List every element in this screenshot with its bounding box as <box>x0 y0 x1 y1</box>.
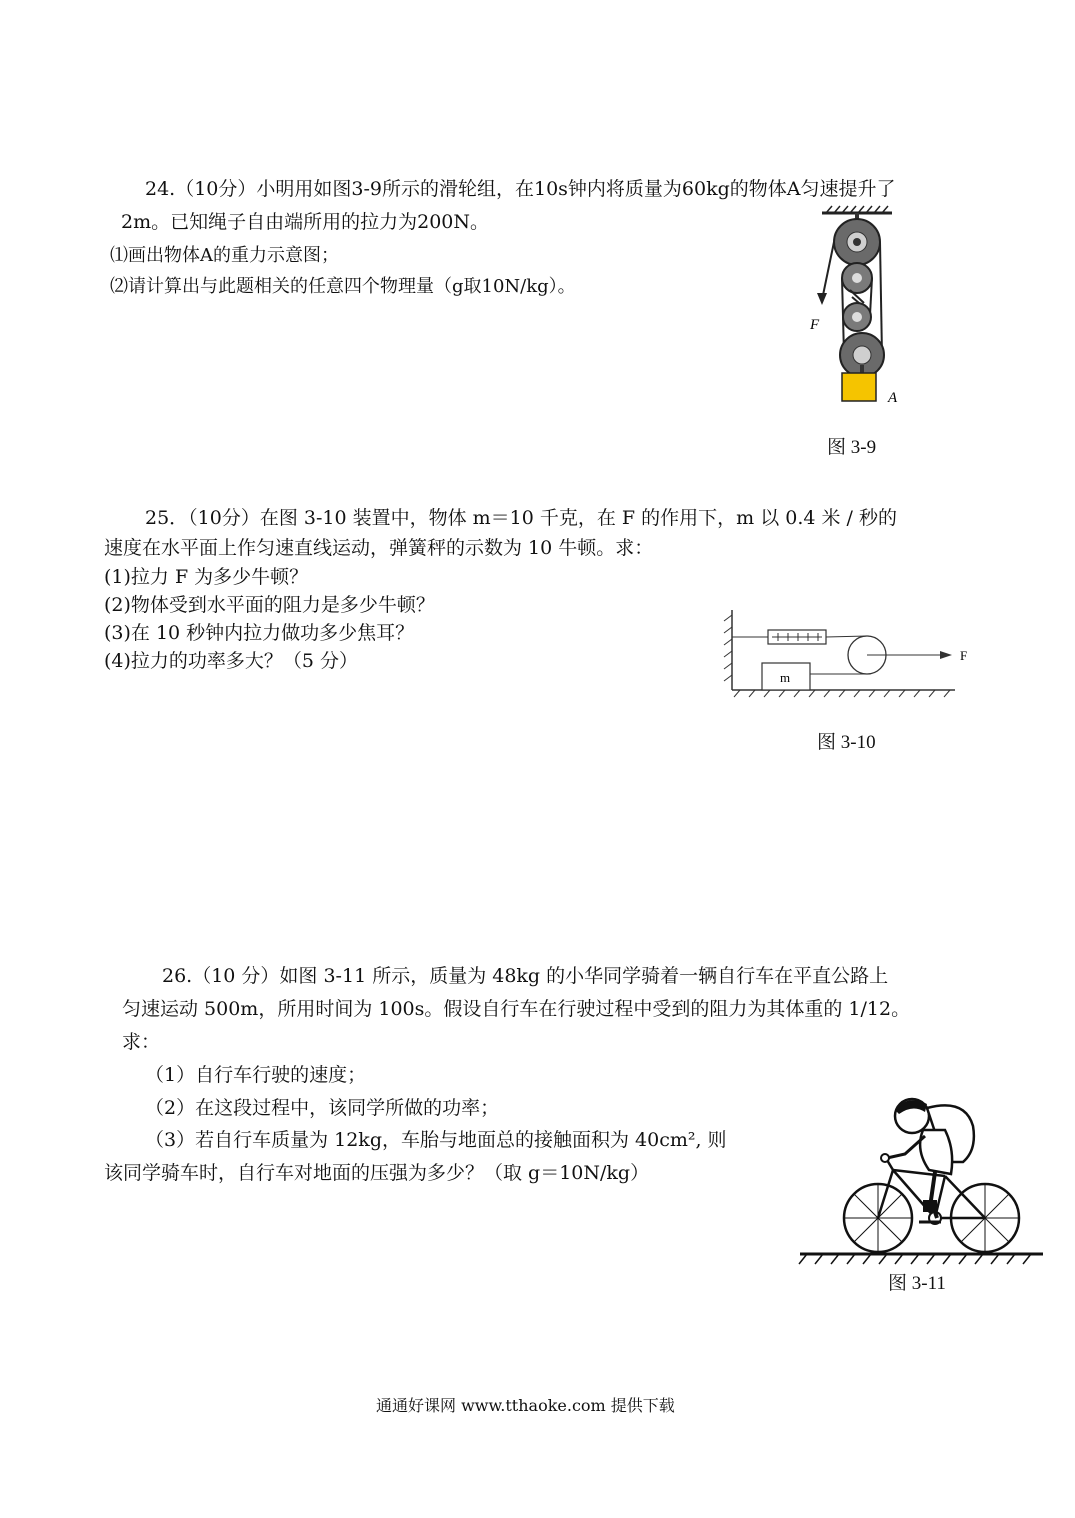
page-footer: 通通好课网 www.tthaoke.com 提供下载 <box>376 1396 675 1415</box>
q24-line2: 2m。已知绳子自由端所用的拉力为200N。 <box>121 211 489 233</box>
q26-item2: （2）在这段过程中，该同学所做的功率； <box>145 1097 500 1119</box>
q26-line2: 匀速运动 500m，所用时间为 100s。假设自行车在行驶过程中受到的阻力为其体重的 1/12。 <box>122 998 911 1020</box>
figure-caption-3-11: 图 3-11 <box>888 1273 946 1294</box>
spring-scale-figure <box>710 605 980 705</box>
q25-line1: 25．（10分）在图 3-10 装置中，物体 m＝10 千克，在 F 的作用下，m 以 0.4 米 / 秒的 <box>145 507 897 529</box>
q25-item2: (2)物体受到水平面的阻力是多少牛顿？ <box>104 594 435 616</box>
figure-caption-3-10: 图 3-10 <box>817 732 876 753</box>
q24-line1: 24.（10分）小明用如图3-9所示的滑轮组，在10s钟内将质量为60kg的物体A匀速提升了 <box>145 178 896 200</box>
block-a <box>842 373 876 401</box>
pulley-system-figure <box>800 205 920 415</box>
q26-item3: （3）若自行车质量为 12kg，车胎与地面总的接触面积为 40cm², 则 <box>145 1129 727 1151</box>
bicycle-rider-figure <box>795 1090 1050 1270</box>
figure-caption-3-9: 图 3-9 <box>827 437 877 458</box>
q25-line2: 速度在水平面上作匀速直线运动，弹簧秤的示数为 10 牛顿。求： <box>104 537 654 559</box>
q26-line1: 26.（10 分）如图 3-11 所示，质量为 48kg 的小华同学骑着一辆自行车在平直公路上 <box>162 965 889 987</box>
q24-item1: ⑴画出物体A的重力示意图； <box>110 245 339 266</box>
force-label-f-310: F <box>960 648 968 663</box>
q24-item2: ⑵请计算出与此题相关的任意四个物理量（g取10N/kg）。 <box>110 276 576 297</box>
q26-item4: 该同学骑车时，自行车对地面的压强为多少？（取 g＝10N/kg） <box>104 1162 650 1184</box>
q25-item4: (4)拉力的功率多大？（5 分） <box>104 650 359 672</box>
mass-label-m: m <box>780 670 791 685</box>
object-label-a: A <box>888 390 898 406</box>
q26-item1: （1）自行车行驶的速度； <box>145 1064 367 1086</box>
q26-line3: 求： <box>122 1031 161 1053</box>
q25-item3: (3)在 10 秒钟内拉力做功多少焦耳？ <box>104 622 415 644</box>
force-label-f: F <box>810 317 820 333</box>
q25-item1: (1)拉力 F 为多少牛顿？ <box>104 566 309 588</box>
